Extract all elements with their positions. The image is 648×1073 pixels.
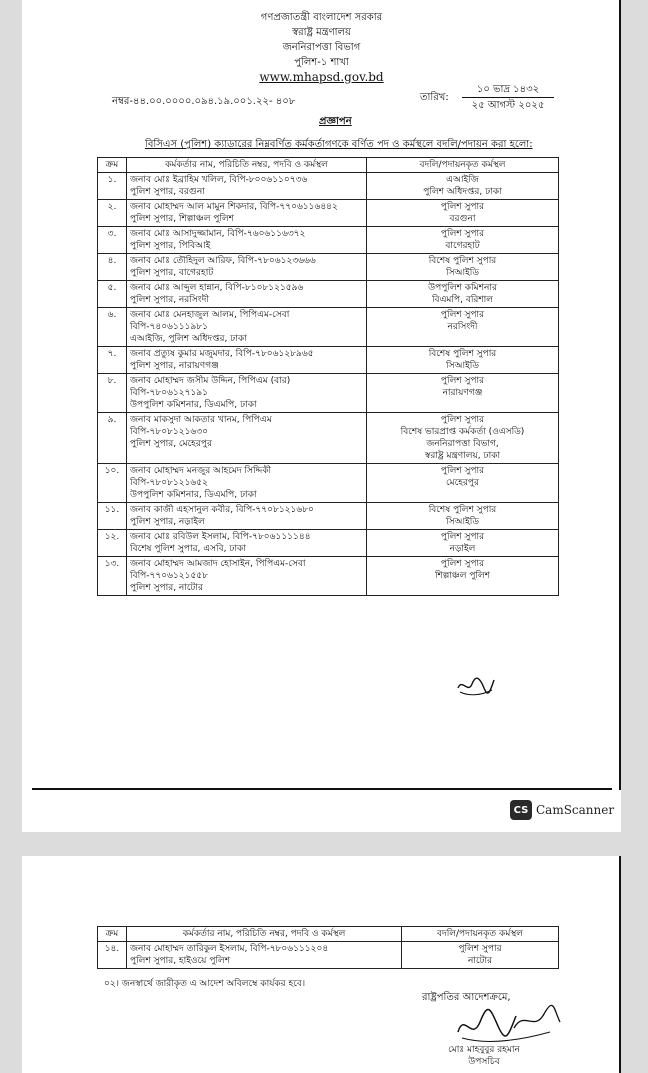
posting-line: উপপুলিশ কমিশনার <box>428 283 497 293</box>
posting-line: পুলিশ অধিদপ্তর, ঢাকা <box>423 187 502 197</box>
posting-line: নারায়ণগঞ্জ <box>442 388 483 398</box>
officer-detail-line: জনাব মোঃ আব্দুল হান্নান, বিপি-৮১০৮১২১৫৯৬ <box>130 283 304 293</box>
officer-detail-line: জনাব মোহাম্মদ আমজাদ হোসাইন, পিপিএম-সেবা <box>130 559 306 569</box>
officer-details <box>127 347 367 374</box>
effect-clause: ০২। জনস্বার্থে জারীকৃত এ আদেশ অবিলম্বে কার্যকর হবে। <box>104 979 306 989</box>
row-serial: ৮. <box>98 374 127 413</box>
officer-detail-line: জনাব মোঃ আসাদুজ্জামান, বিপি-৭৬০৬১১৬৩৭২ <box>130 229 306 239</box>
posting-line: বিশেষ পুলিশ সুপার <box>428 256 497 266</box>
col-posting: বদলি/পদায়নকৃত কর্মস্থল <box>367 158 559 173</box>
posting-line: নাটোর <box>467 956 493 966</box>
memo-number: নম্বর-৪৪.০০.০০০০.০৯৪.১৯.০০১.২২- ৪০৮ <box>112 96 296 107</box>
officer-detail-line: পুলিশ সুপার, হাইওয়ে পুলিশ <box>130 956 231 966</box>
row-serial: ১০. <box>98 464 127 503</box>
posting-line: সিআইডি <box>446 361 479 371</box>
officer-details <box>127 227 367 254</box>
transfer-table-continued <box>97 926 559 969</box>
posting-line: স্বরাষ্ট্র মন্ত্রণালয়, ঢাকা <box>424 451 501 461</box>
page-edge <box>619 856 621 1073</box>
posting-line: এআইজি <box>446 175 479 185</box>
posting-line: জননিরাপত্তা বিভাগ, <box>426 439 499 449</box>
posting-line: নরসিংদী <box>447 322 478 332</box>
officer-details <box>127 374 367 413</box>
date-bangla: ১০ ভাদ্র ১৪৩২ <box>462 82 554 98</box>
posting-line: বিশেষ ভারপ্রাপ্ত কর্মকর্তা (ওএসডি) <box>400 427 525 437</box>
posting-line: মেহেরপুর <box>445 478 479 488</box>
new-posting <box>367 254 559 281</box>
table-row <box>98 503 559 530</box>
new-posting <box>367 173 559 200</box>
table-row <box>98 173 559 200</box>
row-serial: ৭. <box>98 347 127 374</box>
officer-detail-line: জনাব কাজী এহসানুল কবীর, বিপি-৭৭০৮১২১৬৮০ <box>130 505 314 515</box>
table-row <box>98 942 559 969</box>
transfer-table <box>97 157 559 596</box>
notice-title: প্রজ্ঞাপন <box>319 116 352 127</box>
officer-details <box>127 254 367 281</box>
officer-detail-line: বিপি-৭৮০৮১২১৬৫২ <box>130 478 208 488</box>
officer-detail-line: বিপি-৭৮০৮১২১৬৩০ <box>130 427 208 437</box>
officer-detail-line: পুলিশ সুপার, নরসিংদী <box>130 295 209 305</box>
officer-details <box>127 308 367 347</box>
table-row <box>98 413 559 464</box>
date-english: ২৫ আগস্ট ২০২৫ <box>471 100 545 111</box>
posting-line: পুলিশ সুপার <box>440 229 485 239</box>
table-row <box>98 347 559 374</box>
posting-line: বাগেরহাট <box>445 241 480 251</box>
officer-detail-line: পুলিশ সুপার, বাগেরহাট <box>130 268 214 278</box>
document-page-1 <box>22 0 621 832</box>
table-row <box>98 281 559 308</box>
posting-line: পুলিশ সুপার <box>440 376 485 386</box>
officer-detail-line: জনাব মোঃ রবিউল ইসলাম, বিপি-৭৮০৬১১১১৪৪ <box>130 532 311 542</box>
officer-detail-line: বিশেষ পুলিশ সুপার, এসবি, ঢাকা <box>130 544 246 554</box>
officer-detail-line: বিপি-৭৭০৬১২১৫৫৮ <box>130 571 208 581</box>
camscanner-watermark <box>510 800 614 820</box>
signatory-designation: উপসচিব <box>468 1057 500 1067</box>
posting-line: সিআইডি <box>446 517 479 527</box>
table-row <box>98 530 559 557</box>
intro-text: বিসিএস (পুলিশ) ক্যাডারের নিম্নবর্ণিত কর্মকর্তাগণকে বর্ণিত পদ ও কর্মস্থলে বদলি/পদায়ন করা হলো: <box>145 139 533 150</box>
officer-detail-line: বিপি-৭৪০৬১১১৯৮১ <box>130 322 208 332</box>
posting-line: পুলিশ সুপার <box>440 466 485 476</box>
posting-line: পুলিশ সুপার <box>440 532 485 542</box>
row-serial: ৫. <box>98 281 127 308</box>
officer-details <box>127 557 367 596</box>
new-posting <box>367 281 559 308</box>
officer-details <box>127 503 367 530</box>
officer-details <box>127 942 402 969</box>
page-edge <box>619 0 621 790</box>
camscanner-label: CamScanner <box>536 803 615 817</box>
initial-signature <box>454 674 496 698</box>
row-serial: ৯. <box>98 413 127 464</box>
govt-name: গণপ্রজাতন্ত্রী বাংলাদেশ সরকার <box>260 12 383 23</box>
officer-details <box>127 173 367 200</box>
new-posting <box>402 942 559 969</box>
posting-line: বিশেষ পুলিশ সুপার <box>428 505 497 515</box>
officer-details <box>127 464 367 503</box>
table-header-row <box>98 158 559 173</box>
posting-line: বরগুনা <box>449 214 476 224</box>
new-posting <box>367 200 559 227</box>
officer-detail-line: পুলিশ সুপার, পিবিআই <box>130 241 211 251</box>
row-serial: ১৪. <box>98 942 127 969</box>
row-serial: ১. <box>98 173 127 200</box>
posting-line: পুলিশ সুপার <box>458 944 502 954</box>
table-header-row <box>98 927 559 942</box>
row-serial: ২. <box>98 200 127 227</box>
table-row <box>98 464 559 503</box>
col-serial: ক্রম <box>98 158 127 173</box>
officer-details <box>127 281 367 308</box>
posting-line: পুলিশ সুপার <box>440 202 485 212</box>
officer-detail-line: পুলিশ সুপার, শিল্পাঞ্চল পুলিশ <box>130 214 234 224</box>
date-label: তারিখ: <box>420 92 449 103</box>
posting-line: শিল্পাঞ্চল পুলিশ <box>434 571 491 581</box>
officer-detail-line: জনাব মোঃ ইব্রাহিম খলিল, বিপি-৮০০৬১১০৭৩৬ <box>130 175 308 185</box>
new-posting <box>367 503 559 530</box>
officer-detail-line: পুলিশ সুপার, বরগুনা <box>130 187 205 197</box>
signature <box>454 1002 564 1046</box>
officer-detail-line: জনাব মোঃ তৌহিদুল আরিফ, বিপি-৭৮০৬১২৩৬৬৬ <box>130 256 316 266</box>
table-row <box>98 308 559 347</box>
officer-detail-line: জনাব মোহাম্মদ জসীম উদ্দিন, পিপিএম (বার) <box>130 376 291 386</box>
website-url[interactable]: www.mhapsd.gov.bd <box>259 70 384 84</box>
officer-detail-line: জনাব মাকসুদা আকতার খানম, পিপিএম <box>130 415 272 425</box>
officer-detail-line: উপপুলিশ কমিশনার, ডিএমপি, ঢাকা <box>130 490 257 500</box>
signatory-block <box>414 1044 554 1068</box>
officer-detail-line: জনাব প্রত্যুষ কুমার মজুমদার, বিপি-৭৮০৬১২৮৯৬৫ <box>130 349 314 359</box>
posting-line: বিএমপি, বরিশাল <box>431 295 493 305</box>
document-page-2 <box>22 856 621 1073</box>
date-block <box>462 82 554 113</box>
officer-detail-line: জনাব মোঃ মেনহাজুল আলম, পিপিএম-সেবা <box>130 310 290 320</box>
col-name: কর্মকর্তার নাম, পরিচিতি নম্বর, পদবি ও কর্মস্থল <box>127 158 367 173</box>
division-name: জননিরাপত্তা বিভাগ <box>282 42 361 53</box>
officer-detail-line: পুলিশ সুপার, নাটোর <box>130 583 203 593</box>
posting-line: পুলিশ সুপার <box>440 415 485 425</box>
page-bottom-edge <box>32 788 612 790</box>
table-row <box>98 557 559 596</box>
officer-detail-line: জনাব মোহাম্মদ তারিকুল ইসলাম, বিপি-৭৮০৬১১১২০৪ <box>130 944 329 954</box>
table-row <box>98 254 559 281</box>
letterhead <box>22 10 621 84</box>
new-posting <box>367 374 559 413</box>
row-serial: ৪. <box>98 254 127 281</box>
officer-details <box>127 413 367 464</box>
posting-line: পুলিশ সুপার <box>440 310 485 320</box>
officer-detail-line: পুলিশ সুপার, নড়াইল <box>130 517 205 527</box>
branch-name: পুলিশ-১ শাখা <box>294 57 349 68</box>
new-posting <box>367 413 559 464</box>
row-serial: ১১. <box>98 503 127 530</box>
officer-details <box>127 530 367 557</box>
new-posting <box>367 347 559 374</box>
camscanner-icon: CS <box>510 800 532 820</box>
officer-detail-line: জনাব মোহাম্মদ আল মামুন শিকদার, বিপি-৭৭০৬১১৬৪৪২ <box>130 202 338 212</box>
posting-line: পুলিশ সুপার <box>440 559 485 569</box>
posting-line: নড়াইল <box>449 544 476 554</box>
officer-details <box>127 200 367 227</box>
new-posting <box>367 227 559 254</box>
row-serial: ৩. <box>98 227 127 254</box>
row-serial: ১২. <box>98 530 127 557</box>
officer-detail-line: উপপুলিশ কমিশনার, ডিএমপি, ঢাকা <box>130 400 257 410</box>
officer-detail-line: বিপি-৭৮০৬১২৭১৯১ <box>130 388 208 398</box>
row-serial: ৬. <box>98 308 127 347</box>
new-posting <box>367 530 559 557</box>
col-serial: ক্রম <box>98 927 127 942</box>
order-line: রাষ্ট্রপতির আদেশক্রমে, <box>422 992 511 1003</box>
posting-line: বিশেষ পুলিশ সুপার <box>428 349 497 359</box>
col-posting: বদলি/পদায়নকৃত কর্মস্থল <box>402 927 559 942</box>
officer-detail-line: এআইজি, পুলিশ অধিদপ্তর, ঢাকা <box>130 334 247 344</box>
table-row <box>98 227 559 254</box>
officer-detail-line: পুলিশ সুপার, নারায়ণগঞ্জ <box>130 361 219 371</box>
col-name: কর্মকর্তার নাম, পরিচিতি নম্বর, পদবি ও কর্মস্থল <box>127 927 402 942</box>
table-row <box>98 374 559 413</box>
new-posting <box>367 557 559 596</box>
new-posting <box>367 464 559 503</box>
table-row <box>98 200 559 227</box>
posting-line: সিআইডি <box>446 268 479 278</box>
new-posting <box>367 308 559 347</box>
officer-detail-line: পুলিশ সুপার, মেহেরপুর <box>130 439 212 449</box>
signatory-name: মোঃ মাহবুবুর রহমান <box>448 1045 520 1055</box>
ministry-name: স্বরাষ্ট্র মন্ত্রণালয় <box>292 27 351 38</box>
row-serial: ১৩. <box>98 557 127 596</box>
officer-detail-line: জনাব মোহাম্মদ মনজুর আহমেদ সিদ্দিকী <box>130 466 272 476</box>
